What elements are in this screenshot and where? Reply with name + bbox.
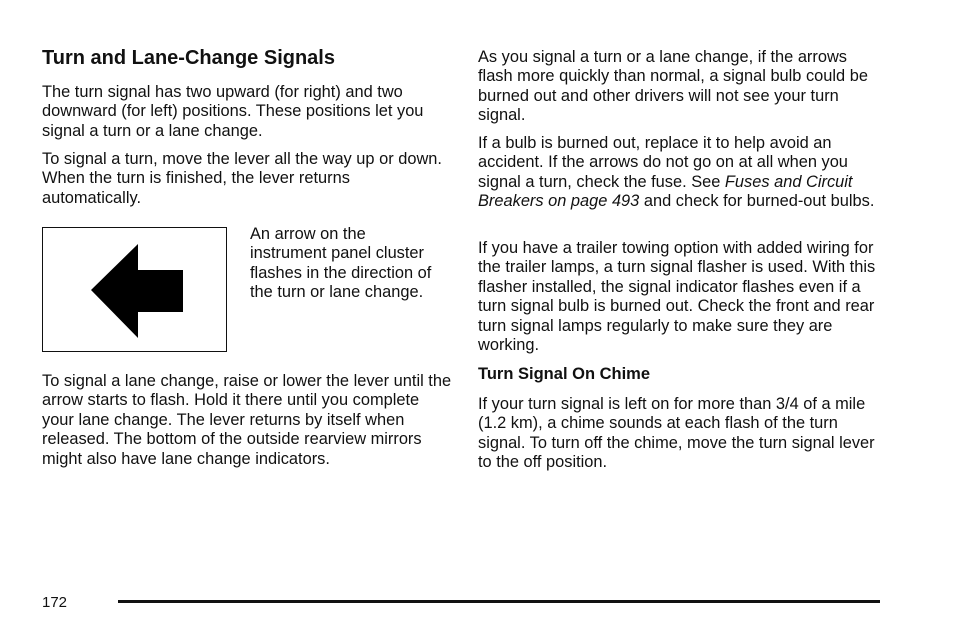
paragraph-turn-signal-positions: The turn signal has two upward (for right) and two downward (for left) positions. These positions let you signal a turn or a lane change. — [42, 83, 424, 140]
burned-bulb-text-b: and check for burned-out bulbs. — [639, 192, 875, 211]
footer-rule — [118, 600, 880, 603]
chime-subheading: Turn Signal On Chime — [478, 365, 651, 383]
paragraph-signal-turn: To signal a turn, move the lever all the way up or down. When the turn is finished, the lever returns automatically. — [42, 150, 442, 207]
paragraph-burned-bulb — [478, 134, 883, 212]
left-arrow-icon — [43, 228, 228, 353]
paragraph-trailer-towing: If you have a trailer towing option with added wiring for the trailer lamps, a turn signal flasher is used. With this flasher installed, the signal indicator flashes even if a turn signal bulb is burned out. Check the front and rear turn signal lamps regularly to make sure they are working. — [478, 239, 876, 355]
page-number: 172 — [42, 594, 68, 611]
fuses-reference: Fuses and Circuit Breakers on page 493 — [478, 172, 853, 211]
arrow-caption: An arrow on the instrument panel cluster flashes in the direction of the turn or lane change. — [250, 225, 432, 302]
paragraph-lane-change: To signal a lane change, raise or lower the lever until the arrow starts to flash. Hold it there until you complete your lane change. The lever returns by itself when released. The bottom of the outside rearview mirrors might also have lane change indicators. — [42, 372, 452, 468]
turn-arrow-figure — [42, 227, 227, 352]
burned-bulb-text-a: If a bulb is burned out, replace it to help avoid an accident. If the arrows do not go on at all when you signal a turn, check the fuse. See — [478, 134, 848, 191]
paragraph-flash-rate: As you signal a turn or a lane change, if the arrows flash more quickly than normal, a signal bulb could be burned out and other drivers will not see your turn signal. — [478, 48, 868, 125]
section-heading: Turn and Lane-Change Signals — [42, 47, 335, 69]
paragraph-chime: If your turn signal is left on for more than 3/4 of a mile (1.2 km), a chime sounds at each flash of the turn signal. To turn off the chime, move the turn signal lever to the off position. — [478, 395, 875, 472]
